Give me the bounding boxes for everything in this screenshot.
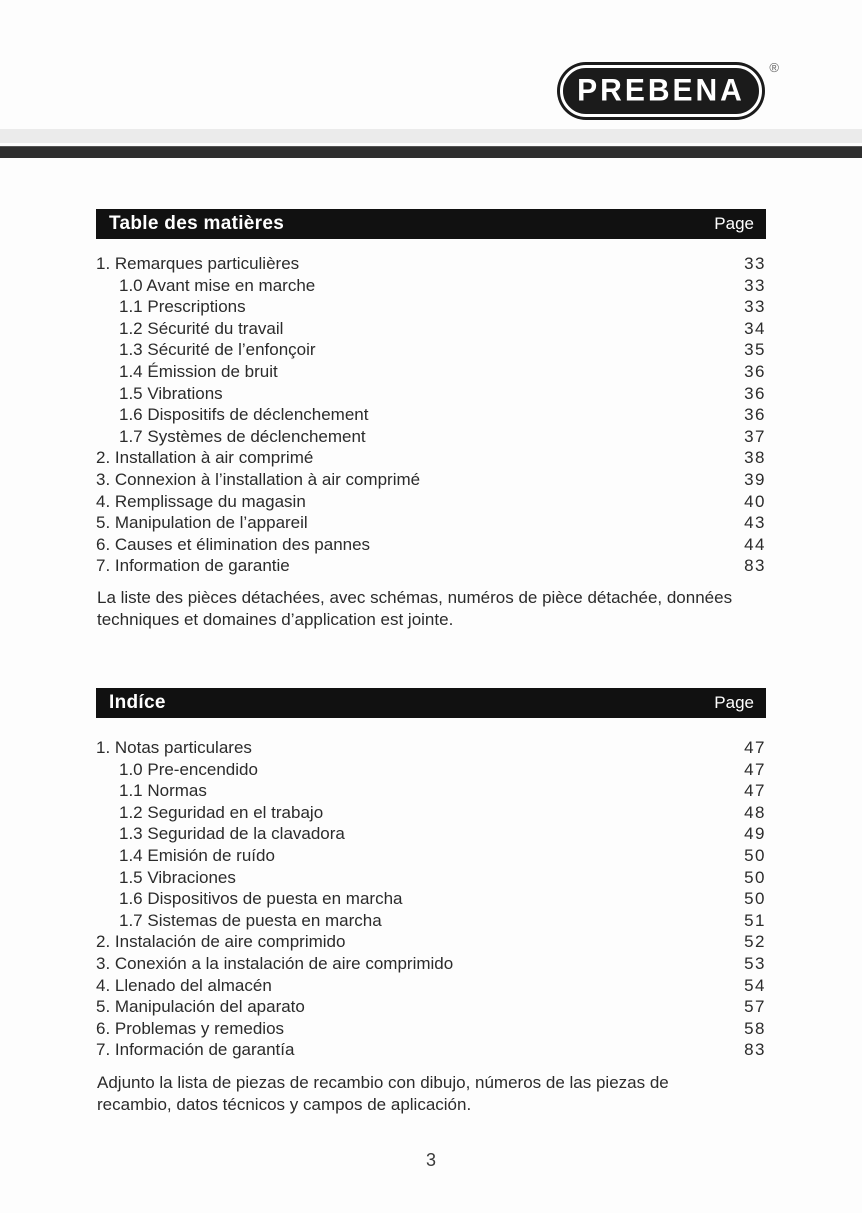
toc-item-page-number: 50 [744,845,766,865]
toc-item [96,534,766,556]
toc-item [96,996,766,1018]
toc-item-page-number: 47 [744,759,766,779]
toc-item-page-number: 50 [744,867,766,887]
toc-item-label: 1.3 Sécurité de l’enfonçoir [119,340,316,360]
toc-item-label: 1.0 Pre-encendido [119,759,258,779]
toc-item-page-number: 54 [744,975,766,995]
prebena-logo-capsule [560,65,762,117]
toc-item-label: 1.2 Seguridad en el trabajo [119,802,324,822]
toc-item-page-number: 47 [744,781,766,801]
toc-item-label: 1.1 Prescriptions [119,297,246,317]
toc-title-spanish: Indíce [109,692,166,713]
registered-trademark-icon: ® [769,60,779,75]
toc-item-page-number: 58 [744,1018,766,1038]
toc-item-label: 1.6 Dispositivos de puesta en marcha [119,889,403,909]
toc-item-label: 1.1 Normas [119,781,207,801]
toc-item [96,555,766,577]
toc-item-page-number: 33 [744,275,766,295]
toc-item [96,318,766,340]
toc-item [96,888,766,910]
page-number: 3 [425,1150,436,1170]
toc-item-label: 3. Connexion à l’installation à air comprimé [96,469,421,489]
toc-item-page-number: 47 [744,738,766,757]
toc-item-page-number: 44 [744,534,766,554]
toc-item-page-number: 49 [744,824,766,844]
toc-item-page-number: 36 [744,405,766,425]
toc-item-page-number: 83 [744,1040,766,1060]
toc-item-label: 5. Manipulación del aparato [96,997,305,1017]
toc-item [96,275,766,297]
toc-item-label: 3. Conexión a la instalación de aire comprimido [96,953,454,973]
toc-item-label: 1.5 Vibraciones [119,867,236,887]
toc-item [96,953,766,975]
toc-item [96,910,766,932]
toc-item-page-number: 50 [744,889,766,909]
toc-item-label: 6. Causes et élimination des pannes [96,534,371,554]
toc-item-label: 2. Installation à air comprimé [96,448,314,468]
toc-item-label: 4. Llenado del almacén [96,975,272,995]
toc-item-label: 6. Problemas y remedios [96,1018,285,1038]
toc-item-label: 7. Información de garantía [96,1040,295,1060]
note-spanish: Adjunto la lista de piezas de recambio con dibujo, números de las piezas de recambio, datos técnicos y campos de aplicación. [97,1072,669,1115]
toc-item-page-number: 36 [744,361,766,381]
toc-item [96,296,766,318]
toc-item-label: 7. Information de garantie [96,556,290,576]
toc-section-spanish [96,688,766,1117]
toc-item-page-number: 43 [744,513,766,533]
toc-item-label: 5. Manipulation de l’appareil [96,513,308,533]
toc-item [96,1039,766,1061]
toc-header-french [96,209,766,239]
toc-item-page-number: 33 [744,254,766,273]
prebena-logo-text: PREBENA [577,73,745,108]
toc-item [96,383,766,405]
note-french: La liste des pièces détachées, avec schémas, numéros de pièce détachée, données techniques et domaines d’application est jointe. [97,587,733,630]
toc-item-page-number: 40 [744,491,766,511]
toc-item-page-number: 48 [744,802,766,822]
toc-item-label: 1.4 Émission de bruit [119,361,278,381]
toc-item [96,447,766,469]
divider-stripe-gray [0,129,862,143]
divider-stripe-dark [0,146,862,158]
toc-item-label: 2. Instalación de aire comprimido [96,932,346,952]
toc-item [96,404,766,426]
toc-item [96,339,766,361]
toc-item [96,759,766,781]
toc-item [96,931,766,953]
toc-item-label: 4. Remplissage du magasin [96,491,306,511]
toc-item-label: 1.0 Avant mise en marche [119,275,316,295]
toc-item [96,780,766,802]
toc-item [96,823,766,845]
page-column-label-french: Page [714,214,754,233]
toc-item [96,867,766,889]
toc-item-label: 1.3 Seguridad de la clavadora [119,824,345,844]
prebena-logo [557,60,779,120]
toc-section-french [96,209,766,632]
toc-item-page-number: 38 [744,448,766,468]
toc-item [96,361,766,383]
toc-item-label: 1.6 Dispositifs de déclenchement [119,405,369,425]
toc-item-page-number: 33 [744,297,766,317]
toc-item-label: 1. Notas particulares [96,738,252,757]
toc-item-label: 1.4 Emisión de ruído [119,845,275,865]
toc-item-page-number: 83 [744,556,766,576]
toc-item [96,491,766,513]
page-column-label-spanish: Page [714,693,754,712]
toc-item-page-number: 51 [744,910,766,930]
toc-item [96,469,766,491]
toc-item [96,845,766,867]
toc-title-french: Table des matières [109,213,285,234]
toc-item-page-number: 36 [744,383,766,403]
toc-item-page-number: 35 [744,340,766,360]
toc-header-spanish [96,688,766,718]
toc-item-page-number: 57 [744,997,766,1017]
toc-item-page-number: 52 [744,932,766,952]
toc-item-label: 1.7 Sistemas de puesta en marcha [119,910,382,930]
toc-item-label: 1.7 Systèmes de déclenchement [119,426,366,446]
toc-item [96,1018,766,1040]
toc-item-page-number: 39 [744,469,766,489]
toc-item [96,253,766,275]
toc-item [96,512,766,534]
toc-list-spanish [96,737,766,1061]
toc-item [96,426,766,448]
toc-item-page-number: 53 [744,953,766,973]
toc-item [96,975,766,997]
toc-item-page-number: 37 [744,426,766,446]
toc-item-label: 1.5 Vibrations [119,383,223,403]
toc-item-label: 1.2 Sécurité du travail [119,318,284,338]
toc-item-label: 1. Remarques particulières [96,254,300,273]
toc-item [96,737,766,759]
toc-item-page-number: 34 [744,318,766,338]
toc-list-french [96,253,766,577]
toc-item [96,802,766,824]
